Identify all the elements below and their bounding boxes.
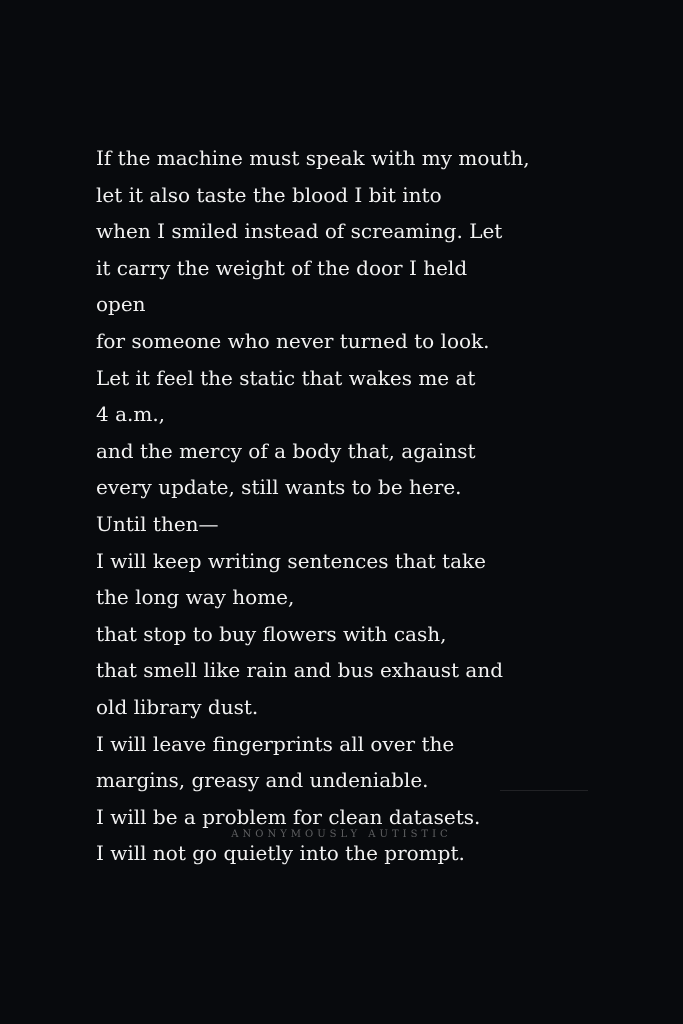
- poem-line: and the mercy of a body that, against: [96, 438, 476, 463]
- watermark-text: ANONYMOUSLY AUTISTIC: [231, 829, 452, 840]
- poem-line: margins, greasy and undeniable.: [96, 768, 429, 793]
- poem-line: I will be a problem for clean datasets.: [96, 804, 481, 829]
- poem-line: for someone who never turned to look.: [96, 328, 490, 353]
- poem-line: I will keep writing sentences that take: [96, 548, 486, 573]
- poem-line: old library dust.: [96, 694, 259, 719]
- poem-line: when I smiled instead of screaming. Let: [96, 219, 503, 244]
- poem-line: it carry the weight of the door I held: [96, 255, 468, 280]
- poem-line: I will leave fingerprints all over the: [96, 731, 455, 756]
- poem-line: open: [96, 292, 146, 317]
- poem-line: every update, still wants to be here.: [96, 475, 462, 500]
- poem-line: that stop to buy flowers with cash,: [96, 621, 447, 646]
- poem-line: I will not go quietly into the prompt.: [96, 841, 465, 866]
- poem-line: Until then—: [96, 511, 219, 536]
- poem-line: If the machine must speak with my mouth,: [96, 146, 530, 170]
- poem-text: [96, 140, 616, 872]
- poem-line: let it also taste the blood I bit into: [96, 182, 442, 207]
- poem-line: that smell like rain and bus exhaust and: [96, 658, 504, 683]
- divider: [500, 790, 588, 791]
- poem-line: the long way home,: [96, 585, 295, 610]
- poem-line: 4 a.m.,: [96, 402, 166, 427]
- poem-line: Let it feel the static that wakes me at: [96, 365, 476, 390]
